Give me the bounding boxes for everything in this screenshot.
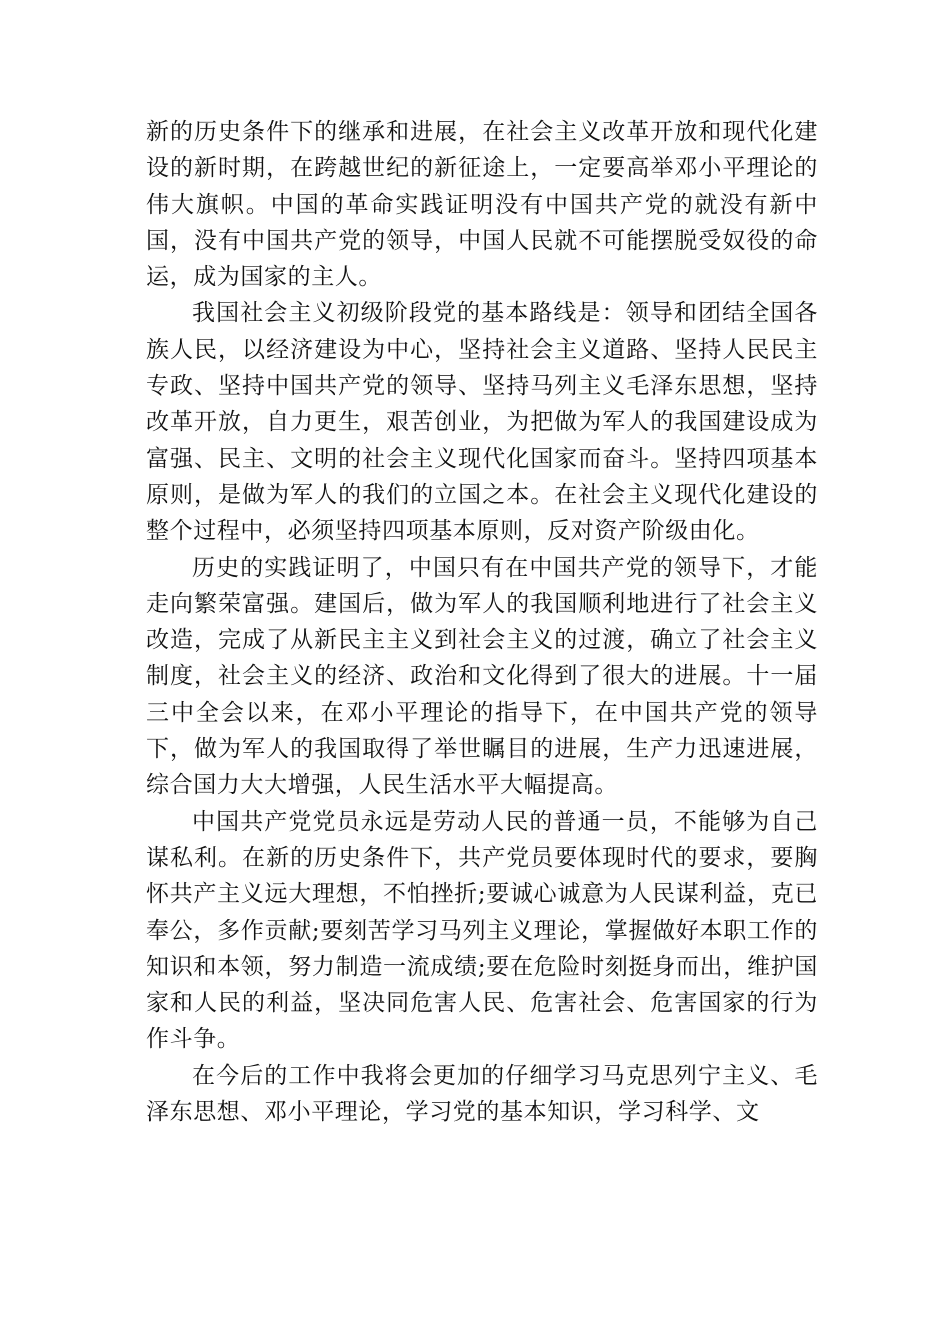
document-body (146, 114, 818, 1130)
paragraph-2: 我国社会主义初级阶段党的基本路线是：领导和团结全国各族人民，以经济建设为中心，坚持社会主义道路、坚持人民民主专政、坚持中国共产党的领导、坚持马列主义毛泽东思想，坚持改革开放，自力更生，艰苦创业，为把做为军人的我国建设成为富强、民主、文明的社会主义现代化国家而奋斗。坚持四项基本原则，是做为军人的我们的立国之本。在社会主义现代化建设的整个过程中，必须坚持四项基本原则，反对资产阶级由化。 (146, 300, 818, 545)
paragraph-5: 在今后的工作中我将会更加的仔细学习马克思列宁主义、毛泽东思想、邓小平理论，学习党的基本知识，学习科学、文 (146, 1062, 818, 1126)
paragraph-3: 历史的实践证明了，中国只有在中国共产党的领导下，才能走向繁荣富强。建国后，做为军人的我国顺利地进行了社会主义改造，完成了从新民主主义到社会主义的过渡，确立了社会主义制度，社会主义的经济、政治和文化得到了很大的进展。十一届三中全会以来，在邓小平理论的指导下，在中国共产党的领导下，做为军人的我国取得了举世瞩目的进展，生产力迅速进展，综合国力大大增强，人民生活水平大幅提高。 (146, 554, 818, 799)
paragraph-4: 中国共产党党员永远是劳动人民的普通一员，不能够为自己谋私利。在新的历史条件下，共产党员要体现时代的要求，要胸怀共产主义远大理想，不怕挫折;要诚心诚意为人民谋利益，克已奉公，多作贡献;要刻苦学习马列主义理论，掌握做好本职工作的知识和本领，努力制造一流成绩;要在危险时刻挺身而出，维护国家和人民的利益，坚决同危害人民、危害社会、危害国家的行为作斗争。 (146, 808, 818, 1053)
paragraph-1: 新的历史条件下的继承和进展，在社会主义改革开放和现代化建设的新时期，在跨越世纪的新征途上，一定要高举邓小平理论的伟大旗帜。中国的革命实践证明没有中国共产党的就没有新中国，没有中国共产党的领导，中国人民就不可能摆脱受奴役的命运，成为国家的主人。 (146, 119, 818, 291)
